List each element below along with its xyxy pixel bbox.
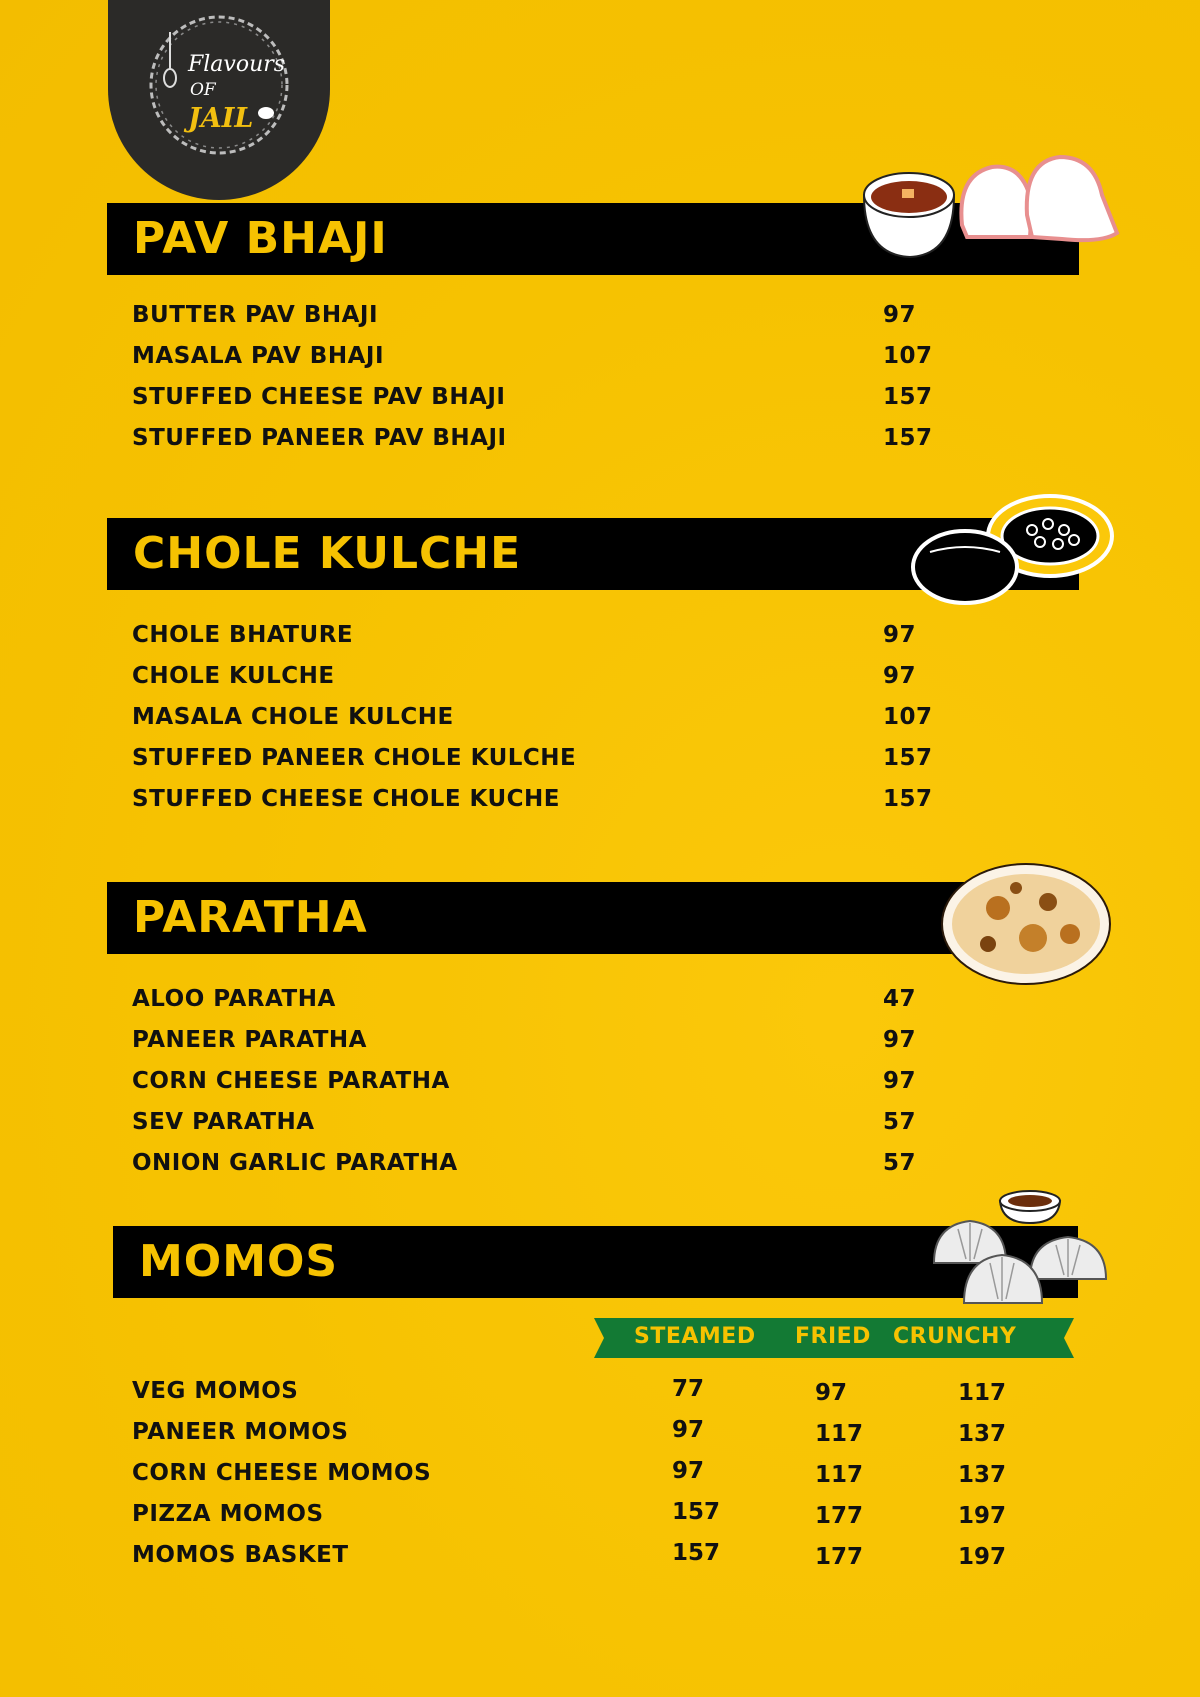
paratha-icon bbox=[938, 858, 1118, 988]
menu-item-price: 157 bbox=[883, 384, 933, 410]
menu-item-name: STUFFED PANEER PAV BHAJI bbox=[132, 425, 507, 451]
menu-item-price: 97 bbox=[883, 663, 917, 689]
price-crunchy: 137 bbox=[958, 1421, 1007, 1447]
column-fried: FRIED bbox=[795, 1324, 871, 1349]
section-title: CHOLE KULCHE bbox=[133, 528, 522, 579]
section-title: PAV BHAJI bbox=[133, 213, 388, 264]
menu-item-name: SEV PARATHA bbox=[132, 1109, 315, 1135]
momos-icon bbox=[930, 1183, 1116, 1311]
menu-item-price: 57 bbox=[883, 1150, 917, 1176]
price-steamed: 97 bbox=[672, 1458, 705, 1484]
menu-item-name: PIZZA MOMOS bbox=[132, 1501, 324, 1527]
menu-item-price: 157 bbox=[883, 745, 933, 771]
price-fried: 117 bbox=[815, 1421, 864, 1447]
menu-item-price: 157 bbox=[883, 425, 933, 451]
menu-item-name: STUFFED CHEESE PAV BHAJI bbox=[132, 384, 506, 410]
menu-item-name: STUFFED CHEESE CHOLE KUCHE bbox=[132, 786, 560, 812]
barbed-wire-icon bbox=[108, 0, 330, 200]
price-fried: 177 bbox=[815, 1544, 864, 1570]
menu-item-name: VEG MOMOS bbox=[132, 1378, 299, 1404]
momos-columns-ribbon bbox=[594, 1318, 1074, 1358]
menu-item-name: PANEER PARATHA bbox=[132, 1027, 367, 1053]
menu-item-name: ONION GARLIC PARATHA bbox=[132, 1150, 458, 1176]
price-crunchy: 197 bbox=[958, 1503, 1007, 1529]
menu-item-name: ALOO PARATHA bbox=[132, 986, 336, 1012]
menu-item-price: 47 bbox=[883, 986, 917, 1012]
price-steamed: 157 bbox=[672, 1540, 721, 1566]
menu-item-name: MOMOS BASKET bbox=[132, 1542, 349, 1568]
menu-item-name: STUFFED PANEER CHOLE KULCHE bbox=[132, 745, 577, 771]
menu-item-name: PANEER MOMOS bbox=[132, 1419, 349, 1445]
brand-line-1: Flavours bbox=[188, 52, 286, 77]
brand-logo bbox=[108, 0, 330, 200]
menu-item-name: CORN CHEESE MOMOS bbox=[132, 1460, 432, 1486]
section-header-paratha bbox=[107, 882, 1079, 954]
price-crunchy: 137 bbox=[958, 1462, 1007, 1488]
menu-item-name: BUTTER PAV BHAJI bbox=[132, 302, 379, 328]
menu-item-price: 57 bbox=[883, 1109, 917, 1135]
column-steamed: STEAMED bbox=[634, 1324, 756, 1349]
menu-item-price: 97 bbox=[883, 302, 917, 328]
menu-item-price: 97 bbox=[883, 622, 917, 648]
menu-item-name: CORN CHEESE PARATHA bbox=[132, 1068, 450, 1094]
price-fried: 117 bbox=[815, 1462, 864, 1488]
menu-item-name: CHOLE BHATURE bbox=[132, 622, 354, 648]
price-crunchy: 117 bbox=[958, 1380, 1007, 1406]
price-fried: 177 bbox=[815, 1503, 864, 1529]
brand-line-2: OF bbox=[190, 80, 216, 100]
price-crunchy: 197 bbox=[958, 1544, 1007, 1570]
menu-item-price: 157 bbox=[883, 786, 933, 812]
price-steamed: 77 bbox=[672, 1376, 705, 1402]
pav-bhaji-icon bbox=[862, 155, 1124, 263]
price-fried: 97 bbox=[815, 1380, 848, 1406]
menu-item-price: 97 bbox=[883, 1027, 917, 1053]
brand-line-3: JAIL bbox=[188, 103, 254, 134]
menu-item-name: MASALA PAV BHAJI bbox=[132, 343, 385, 369]
section-title: PARATHA bbox=[133, 892, 368, 943]
price-steamed: 157 bbox=[672, 1499, 721, 1525]
menu-item-name: CHOLE KULCHE bbox=[132, 663, 335, 689]
menu-item-price: 97 bbox=[883, 1068, 917, 1094]
menu-item-name: MASALA CHOLE KULCHE bbox=[132, 704, 454, 730]
menu-item-price: 107 bbox=[883, 343, 933, 369]
menu-item-price: 107 bbox=[883, 704, 933, 730]
chole-kulche-icon bbox=[910, 492, 1125, 610]
price-steamed: 97 bbox=[672, 1417, 705, 1443]
section-title: MOMOS bbox=[139, 1236, 339, 1287]
column-crunchy: CRUNCHY bbox=[893, 1324, 1017, 1349]
